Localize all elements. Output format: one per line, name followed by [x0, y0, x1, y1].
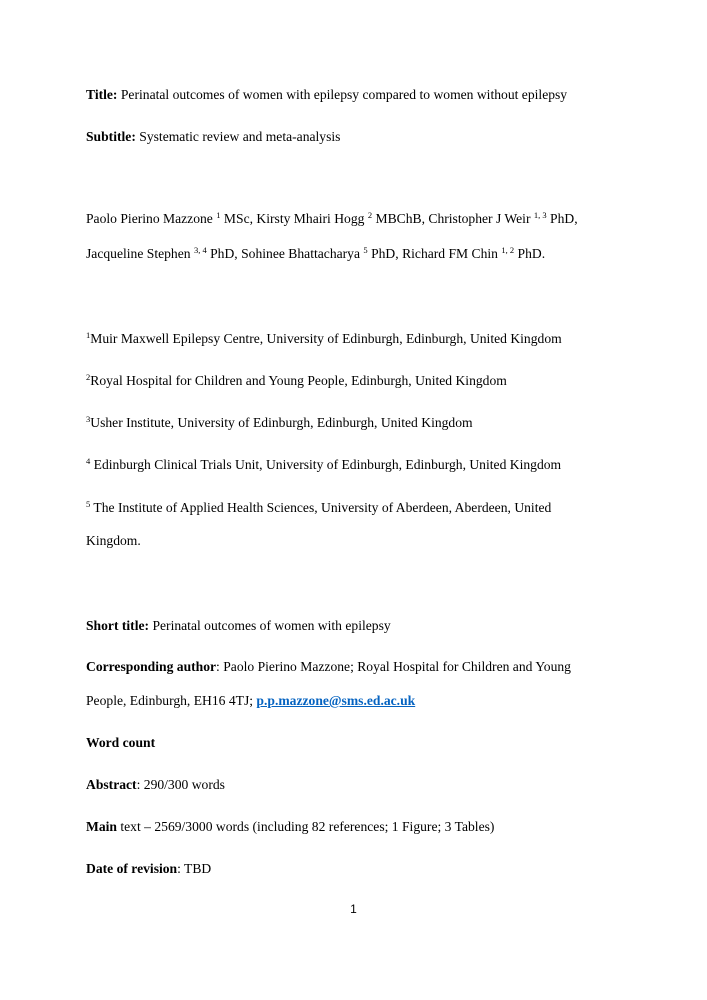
revision-text: : TBD: [177, 861, 212, 876]
author-degree: MSc,: [223, 211, 254, 226]
abstract-text: : 290/300 words: [136, 777, 225, 792]
affiliation-sup: 5: [86, 499, 91, 509]
author-degree: PhD,: [371, 246, 399, 261]
author-degree: PhD,: [210, 246, 238, 261]
author-degree: PhD,: [550, 211, 578, 226]
affiliation-3: [86, 416, 473, 430]
authors-line-1: [86, 212, 578, 226]
affiliation-sup: 2: [86, 372, 91, 382]
affiliation-sup: 4: [86, 456, 91, 466]
corresponding-line-2: [86, 694, 415, 708]
author-name: Christopher J Weir: [428, 211, 531, 226]
author-affiliation-sup: 1, 3: [533, 210, 547, 220]
abstract-line: [86, 778, 225, 792]
author-name: Kirsty Mhairi Hogg: [256, 211, 365, 226]
main-label: Main: [86, 819, 117, 834]
affiliation-5: [86, 501, 551, 515]
author-affiliation-sup: 2: [367, 210, 373, 220]
corresponding-text: : Paolo Pierino Mazzone; Royal Hospital for Children and Young: [216, 659, 571, 674]
author-name: Jacqueline Stephen: [86, 246, 191, 261]
author-name: Richard FM Chin: [402, 246, 498, 261]
affiliation-text: Kingdom.: [86, 533, 141, 548]
author-affiliation-sup: 1: [216, 210, 221, 220]
author-degree: PhD.: [517, 246, 546, 261]
affiliation-sup: 3: [86, 414, 91, 424]
affiliation-text: Usher Institute, University of Edinburgh, Edinburgh, United Kingdom: [90, 415, 473, 430]
corresponding-label: Corresponding author: [86, 659, 217, 674]
title-text: Perinatal outcomes of women with epilepsy compared to women without epilepsy: [120, 87, 568, 102]
affiliation-sup: 1: [86, 330, 91, 340]
page-number: 1: [350, 902, 357, 916]
short-title-label: Short title:: [86, 618, 150, 633]
revision-label: Date of revision: [86, 861, 178, 876]
main-text-line: [86, 820, 494, 834]
main-text: text – 2569/3000 words (including 82 references; 1 Figure; 3 Tables): [116, 819, 495, 834]
corresponding-address: People, Edinburgh, EH16 4TJ;: [86, 693, 257, 708]
revision-line: [86, 862, 211, 876]
word-count-heading: [86, 736, 155, 750]
author-name: Paolo Pierino Mazzone: [86, 211, 213, 226]
affiliation-5-continued: [86, 534, 141, 548]
affiliation-text: Royal Hospital for Children and Young People, Edinburgh, United Kingdom: [90, 373, 507, 388]
affiliation-1: [86, 332, 562, 346]
word-count-label: Word count: [86, 735, 156, 750]
author-affiliation-sup: 3, 4: [193, 245, 207, 255]
corresponding-line-1: [86, 660, 571, 674]
subtitle-line: [86, 130, 340, 144]
author-affiliation-sup: 1, 2: [501, 245, 515, 255]
email-link[interactable]: p.p.mazzone@sms.ed.ac.uk: [256, 693, 416, 708]
short-title-line: [86, 619, 391, 633]
affiliation-2: [86, 374, 507, 388]
affiliation-text: Muir Maxwell Epilepsy Centre, University of Edinburgh, Edinburgh, United Kingdom: [90, 331, 562, 346]
abstract-label: Abstract: [86, 777, 137, 792]
title-label: Title:: [86, 87, 118, 102]
affiliation-4: [86, 458, 561, 472]
affiliation-text: Edinburgh Clinical Trials Unit, University of Edinburgh, Edinburgh, United Kingdom: [93, 457, 562, 472]
author-name: Sohinee Bhattacharya: [241, 246, 361, 261]
subtitle-label: Subtitle:: [86, 129, 136, 144]
short-title-text: Perinatal outcomes of women with epilepsy: [152, 618, 391, 633]
author-degree: MBChB,: [375, 211, 425, 226]
authors-line-2: [86, 247, 545, 261]
subtitle-text: Systematic review and meta-analysis: [139, 129, 341, 144]
author-affiliation-sup: 5: [363, 245, 368, 255]
affiliation-text: The Institute of Applied Health Sciences, University of Aberdeen, Aberdeen, United: [93, 500, 552, 515]
title-line: [86, 88, 567, 102]
